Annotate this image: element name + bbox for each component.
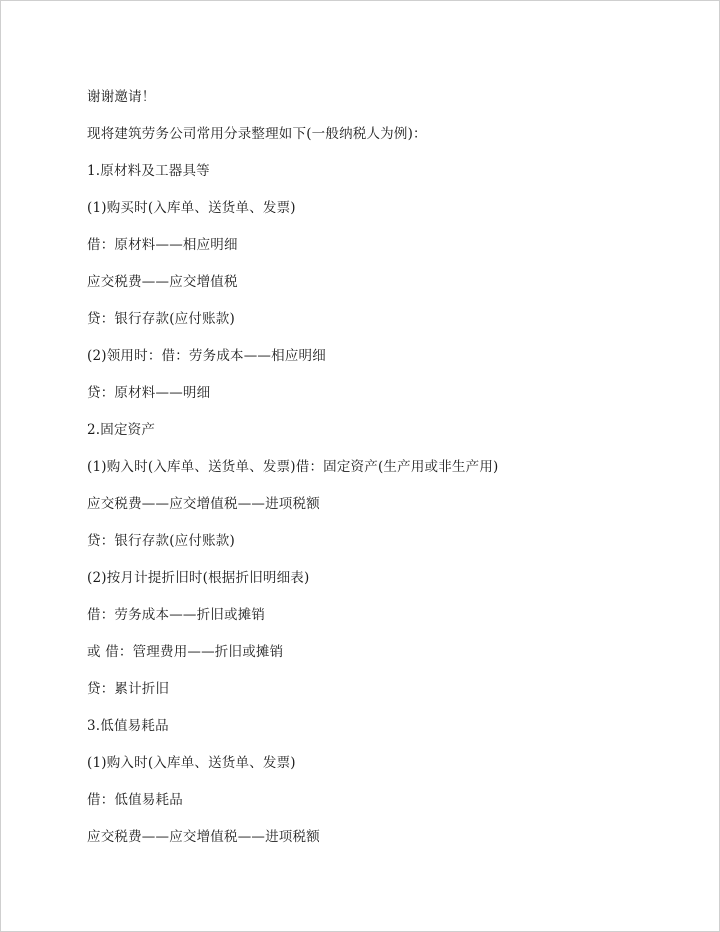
text-line: 借：原材料——相应明细 [87, 237, 238, 253]
document-body [87, 87, 687, 864]
text-line: 借：低值易耗品 [87, 792, 183, 808]
text-line: 应交税费——应交增值税——进项税额 [87, 496, 320, 512]
text-line: 应交税费——应交增值税——进项税额 [87, 829, 320, 845]
text-line: (1)购买时(入库单、送货单、发票) [87, 200, 296, 216]
section-heading: 1.原材料及工器具等 [87, 163, 210, 179]
text-line: 现将建筑劳务公司常用分录整理如下(一般纳税人为例)： [87, 126, 427, 142]
section-heading: 2.固定资产 [87, 422, 156, 438]
text-line: (1)购入时(入库单、送货单、发票)借：固定资产(生产用或非生产用) [87, 459, 499, 475]
text-line: 或 借：管理费用——折旧或摊销 [87, 644, 284, 660]
text-line: 贷：累计折旧 [87, 681, 170, 697]
text-line: 谢谢邀请！ [87, 89, 156, 105]
section-heading: 3.低值易耗品 [87, 718, 169, 734]
text-line: 贷：银行存款(应付账款) [87, 533, 235, 549]
text-line: (1)购入时(入库单、送货单、发票) [87, 755, 296, 771]
text-line: 借：劳务成本——折旧或摊销 [87, 607, 266, 623]
text-line: 应交税费——应交增值税 [87, 274, 238, 290]
text-line: 贷：银行存款(应付账款) [87, 311, 235, 327]
text-line: 贷：原材料——明细 [87, 385, 211, 401]
text-line: (2)按月计提折旧时(根据折旧明细表) [87, 570, 310, 586]
text-line: (2)领用时：借：劳务成本——相应明细 [87, 348, 326, 364]
